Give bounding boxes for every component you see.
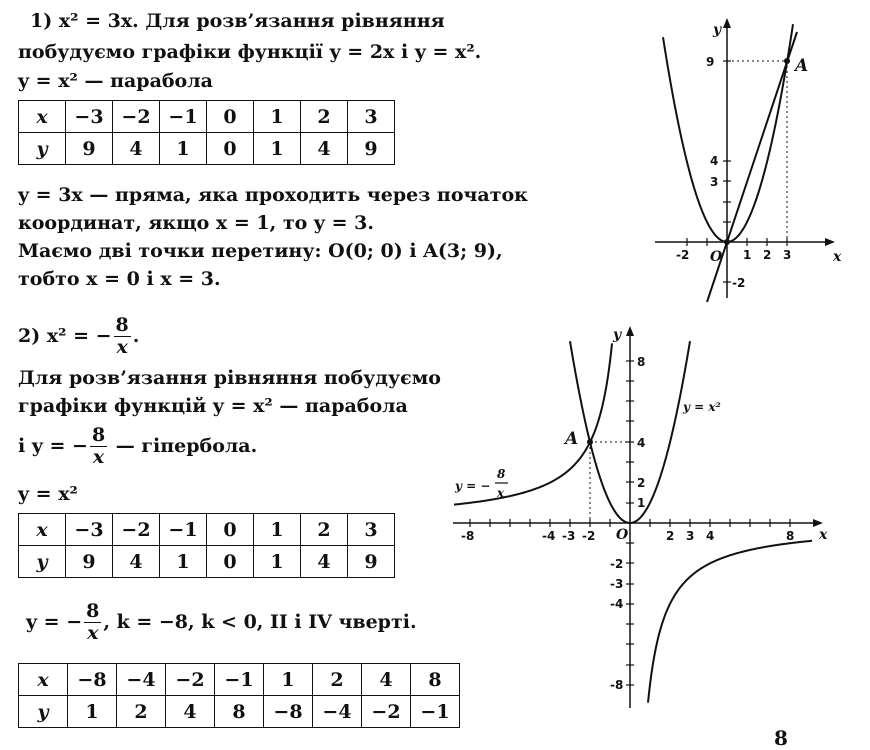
graph2-hyperbola-branch-iv xyxy=(648,541,812,703)
table-cell: −8 xyxy=(68,664,117,696)
fraction-denominator: x xyxy=(116,335,128,358)
part2-line4-suffix: — гіпербола. xyxy=(109,434,258,457)
graph2-y-tick: 4 xyxy=(637,436,646,450)
part2-line4 xyxy=(18,425,257,468)
graph2-x-tick: -4 xyxy=(542,529,556,543)
graph2-point-a-label: A xyxy=(565,429,579,449)
graph2-y-tick: -8 xyxy=(610,678,624,692)
graph2-y-tick: -2 xyxy=(610,557,624,571)
table-cell: −4 xyxy=(117,664,166,696)
graph1-x-tick: 3 xyxy=(783,248,792,262)
table-cell: −8 xyxy=(264,696,313,728)
graph1-point-a-label: A xyxy=(795,56,809,76)
part2-equation-fraction xyxy=(114,315,131,358)
graph2-y-tick: 2 xyxy=(637,476,646,490)
graph2-point-a xyxy=(587,439,593,445)
table-cell: 9 xyxy=(348,133,395,165)
table-cell: −1 xyxy=(160,101,207,133)
table-cell: 1 xyxy=(160,133,207,165)
fraction-numerator: 8 xyxy=(86,600,100,622)
part2-line2: Для розв’язання рівняння побудуємо xyxy=(18,367,441,389)
part2-equation-suffix: . xyxy=(132,324,140,347)
hyperbola-line-prefix: y = − xyxy=(26,610,83,633)
graph1-y-tick: 3 xyxy=(710,175,719,189)
fraction-numerator: 8 xyxy=(91,424,106,446)
table-cell: y xyxy=(19,133,66,165)
table-cell: −2 xyxy=(113,101,160,133)
table-cell: y xyxy=(19,546,66,578)
table-row xyxy=(19,514,395,546)
graph2-y-tick: -3 xyxy=(610,577,624,591)
graph2-hyperbola-label-num: 8 xyxy=(497,467,506,481)
table-cell: −4 xyxy=(313,696,362,728)
table-cell: x xyxy=(19,514,66,546)
part1-line2: побудуємо графіки функції y = 2x і y = x². xyxy=(18,41,482,63)
graph1-x-arrow xyxy=(825,238,835,246)
graph2-x-tick: 8 xyxy=(786,529,795,543)
graph1-y-tick: 4 xyxy=(710,154,719,168)
table-cell: −3 xyxy=(66,514,113,546)
table-cell: 4 xyxy=(113,546,160,578)
part2-line5: y = x² xyxy=(18,483,78,505)
graph2-origin-label: O xyxy=(616,527,629,543)
part2-hyperbola-table xyxy=(18,663,460,728)
table-cell: −2 xyxy=(362,696,411,728)
graph2-hyperbola-label-prefix: y = − xyxy=(455,479,491,493)
fraction-denominator: x xyxy=(87,621,99,644)
table-cell: 2 xyxy=(117,696,166,728)
graph1-x-tick: 1 xyxy=(743,248,752,262)
graph2-y-arrow xyxy=(626,326,634,336)
table-row xyxy=(19,546,395,578)
table-cell: −1 xyxy=(160,514,207,546)
table-cell: 1 xyxy=(68,696,117,728)
graph1-y-axis-label: y xyxy=(713,22,722,38)
table-cell: −2 xyxy=(166,664,215,696)
table-cell: 4 xyxy=(166,696,215,728)
graph2-y-axis-label: y xyxy=(613,327,622,343)
part2-line4-prefix: і y = − xyxy=(18,434,88,457)
graph1-parabola-curve xyxy=(663,24,793,242)
part2-parabola-table xyxy=(18,513,395,578)
part2-hyperbola-line xyxy=(26,601,417,644)
table-cell: 4 xyxy=(301,133,348,165)
graph2-y-tick: 1 xyxy=(637,496,646,510)
graph2-x-axis-label: x xyxy=(819,527,828,543)
graph1-x-axis-label: x xyxy=(833,249,842,265)
table-cell: 8 xyxy=(411,664,460,696)
table-cell: 0 xyxy=(207,546,254,578)
graph1-x-tick: -2 xyxy=(676,248,690,262)
table-cell: −3 xyxy=(66,101,113,133)
table-cell: −2 xyxy=(113,514,160,546)
hyperbola-line-fraction xyxy=(84,601,101,644)
table-cell: 1 xyxy=(254,101,301,133)
table-cell: 2 xyxy=(313,664,362,696)
table-cell: 9 xyxy=(348,546,395,578)
part1-line7: тобто x = 0 і x = 3. xyxy=(18,268,221,290)
graph1-y-tick: 9 xyxy=(706,55,715,69)
graph2-x-tick: 2 xyxy=(666,529,675,543)
table-cell: 1 xyxy=(254,514,301,546)
table-cell: x xyxy=(19,101,66,133)
table-cell: 4 xyxy=(362,664,411,696)
graph2-x-tick: 4 xyxy=(706,529,715,543)
table-cell: 9 xyxy=(66,546,113,578)
graph2-hyperbola-label-den: x xyxy=(497,486,505,500)
table-row xyxy=(19,664,460,696)
part1-line6: Маємо дві точки перетину: O(0; 0) і A(3; 9), xyxy=(18,240,503,262)
table-cell: 2 xyxy=(301,101,348,133)
table-cell: 1 xyxy=(160,546,207,578)
graph2-y-tick: -4 xyxy=(610,597,624,611)
part2-line4-fraction xyxy=(90,425,107,468)
fraction-numerator: 8 xyxy=(115,314,129,336)
part2-equation-prefix: 2) x² = − xyxy=(18,324,112,347)
graph2-x-tick: -8 xyxy=(461,529,475,543)
table-cell: 2 xyxy=(301,514,348,546)
table-cell: 9 xyxy=(66,133,113,165)
part2-line3: графіки функцій y = x² — парабола xyxy=(18,395,408,417)
part1-line5: координат, якщо x = 1, то y = 3. xyxy=(18,212,374,234)
fraction-denominator: x xyxy=(92,445,105,468)
graph1-x-tick: 2 xyxy=(763,248,772,262)
table-cell: 0 xyxy=(207,101,254,133)
table-row xyxy=(19,696,460,728)
table-cell: 8 xyxy=(215,696,264,728)
graph1-point-o xyxy=(724,239,730,245)
graph1-y-tick: -2 xyxy=(732,276,746,290)
table-cell: 4 xyxy=(301,546,348,578)
table-cell: 0 xyxy=(207,514,254,546)
table-cell: 1 xyxy=(264,664,313,696)
graph2-y-tick: 8 xyxy=(637,355,646,369)
table-cell: −1 xyxy=(411,696,460,728)
hyperbola-line-suffix: , k = −8, k < 0, II і IV чверті. xyxy=(103,610,417,633)
table-cell: 4 xyxy=(113,133,160,165)
part1-line4: y = 3x — пряма, яка проходить через початок xyxy=(18,184,528,206)
table-cell: −1 xyxy=(215,664,264,696)
page-number-fragment: 8 xyxy=(774,726,788,750)
graph2-x-tick: -2 xyxy=(582,529,596,543)
table-cell: 1 xyxy=(254,546,301,578)
part1-value-table xyxy=(18,100,395,165)
table-cell: y xyxy=(19,696,68,728)
part1-line1: 1) x² = 3x. Для розв’язання рівняння xyxy=(30,10,445,32)
graph1 xyxy=(640,18,845,303)
table-cell: x xyxy=(19,664,68,696)
table-cell: 3 xyxy=(348,101,395,133)
table-cell: 3 xyxy=(348,514,395,546)
graph1-origin-label: O xyxy=(710,249,723,265)
graph1-y-arrow xyxy=(723,18,731,28)
table-cell: 1 xyxy=(254,133,301,165)
part1-line3: y = x² — парабола xyxy=(18,70,213,92)
graph2-parabola-label: y = x² xyxy=(683,400,721,414)
part2-equation xyxy=(18,315,139,358)
graph1-point-a xyxy=(784,58,790,64)
graph2 xyxy=(445,325,835,710)
table-row xyxy=(19,101,395,133)
graph2-x-tick: -3 xyxy=(562,529,576,543)
graph2-x-tick: 3 xyxy=(686,529,695,543)
graph2-x-arrow xyxy=(813,519,823,527)
table-row xyxy=(19,133,395,165)
table-cell: 0 xyxy=(207,133,254,165)
